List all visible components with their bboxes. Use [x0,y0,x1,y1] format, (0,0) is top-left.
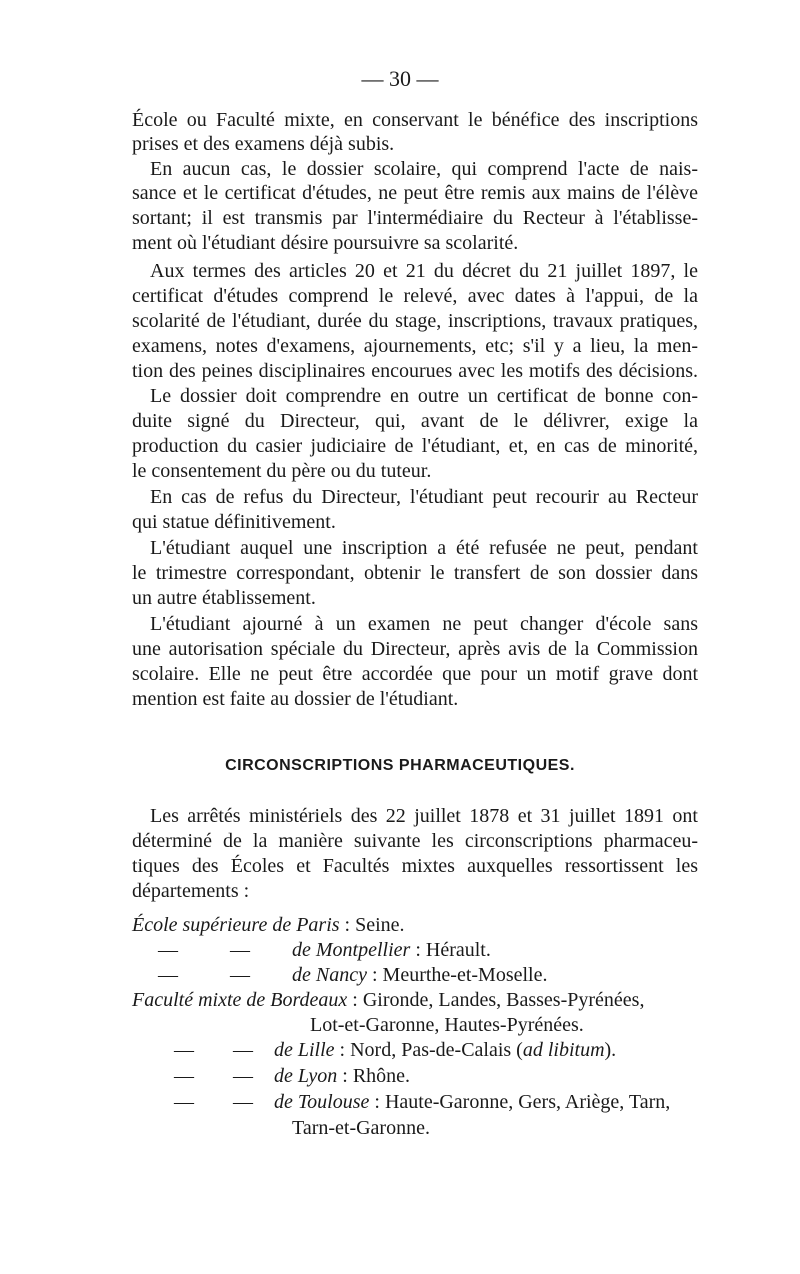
entry-departments: : Rhône. [342,1065,411,1087]
entry-dash: — [233,1065,253,1087]
entry-place: de Bordeaux [246,989,348,1011]
text-line: qui statue définitivement. [132,511,336,533]
entry-departments: : Haute-Garonne, Gers, Ariège, Tarn, [374,1091,671,1113]
text-line: prises et des examens déjà subis. [132,133,395,155]
text-line: certificat d'études comprend le relevé, avec dates à l'appui, de la [132,285,698,307]
text-line: production du casier judiciaire de l'étudiant, et, en cas de minorité, [132,435,698,457]
entry-lyon [274,1064,410,1088]
text-line: tion des peines disciplinaires encourues avec les motifs des décisions. [132,360,698,382]
entry-place: de Nancy [292,964,367,986]
entry-dash: — [174,1039,194,1061]
text-line: École ou Faculté mixte, en conservant le bénéfice des inscriptions [132,109,698,131]
entry-place: de Paris [272,914,340,936]
text-line: Le dossier doit comprendre en outre un certificat de bonne con- [150,385,698,407]
entry-continuation: Lot-et-Garonne, Hautes-Pyrénées. [310,1014,584,1036]
entry-dash: — [174,1091,194,1113]
entry-dash: — [174,1065,194,1087]
intro-line: déterminé de la manière suivante les circonscriptions pharmaceu- [132,830,698,852]
text-line: L'étudiant ajourné à un examen ne peut changer d'école sans [150,613,698,635]
text-line: scolarité de l'étudiant, durée du stage, inscriptions, travaux pratiques, [132,310,698,332]
text-line: une autorisation spéciale du Directeur, après avis de la Commission [132,638,698,660]
entry-prefix: Faculté mixte [132,989,242,1011]
entry-note-close: ). [604,1039,617,1061]
entry-dash: — [230,964,250,986]
entry-dash: — [230,939,250,961]
intro-line: tiques des Écoles et Facultés mixtes auxquelles ressortissent les [132,855,698,877]
entry-note: ad libitum [522,1039,605,1061]
entry-montpellier [292,938,491,962]
entry-place: de Lyon [274,1065,338,1087]
text-line: examens, notes d'examens, ajournements, etc; s'il y a lieu, la men- [132,335,698,357]
entry-prefix: École supérieure [132,914,268,936]
entry-continuation: Tarn-et-Garonne. [292,1117,430,1139]
entry-nancy [292,963,547,987]
text-line: En aucun cas, le dossier scolaire, qui comprend l'acte de nais- [150,158,698,180]
entry-bordeaux [132,988,644,1012]
entry-paris [132,913,405,937]
intro-line: départements : [132,880,250,902]
entry-place: de Lille [274,1039,335,1061]
text-line: L'étudiant auquel une inscription a été refusée ne peut, pendant [150,537,698,559]
text-line: mention est faite au dossier de l'étudiant. [132,688,459,710]
text-line: duite signé du Directeur, qui, avant de le délivrer, exige la [132,410,698,432]
entry-toulouse [274,1090,670,1114]
text-line: ment où l'étudiant désire poursuivre sa scolarité. [132,232,519,254]
text-line: le trimestre correspondant, obtenir le transfert de son dossier dans [132,562,698,584]
intro-line: Les arrêtés ministériels des 22 juillet 1878 et 31 juillet 1891 ont [150,805,698,827]
entry-departments: : Meurthe-et-Moselle. [371,964,548,986]
entry-lille [274,1038,616,1062]
entry-dash: — [233,1039,253,1061]
section-heading: CIRCONSCRIPTIONS PHARMACEUTIQUES. [225,757,575,774]
entry-departments: : Hérault. [415,939,491,961]
text-line: En cas de refus du Directeur, l'étudiant peut recourir au Recteur [150,486,698,508]
entry-place: de Montpellier [292,939,411,961]
text-line: sance et le certificat d'études, ne peut être remis aux mains de l'élève [132,182,698,204]
entry-place: de Toulouse [274,1091,370,1113]
entry-dash: — [233,1091,253,1113]
entry-departments: : Nord, Pas-de-Calais ( [339,1039,523,1061]
entry-dash: — [158,964,178,986]
entry-departments: : Gironde, Landes, Basses-Pyrénées, [352,989,645,1011]
page-number: — 30 — [361,66,439,91]
text-line: Aux termes des articles 20 et 21 du décret du 21 juillet 1897, le [150,260,698,282]
entry-dash: — [158,939,178,961]
text-line: scolaire. Elle ne peut être accordée que pour un motif grave dont [132,663,698,685]
text-line: sortant; il est transmis par l'intermédiaire du Recteur à l'établisse- [132,207,698,229]
text-line: le consentement du père ou du tuteur. [132,460,432,482]
text-line: un autre établissement. [132,587,316,609]
entry-departments: : Seine. [344,914,405,936]
